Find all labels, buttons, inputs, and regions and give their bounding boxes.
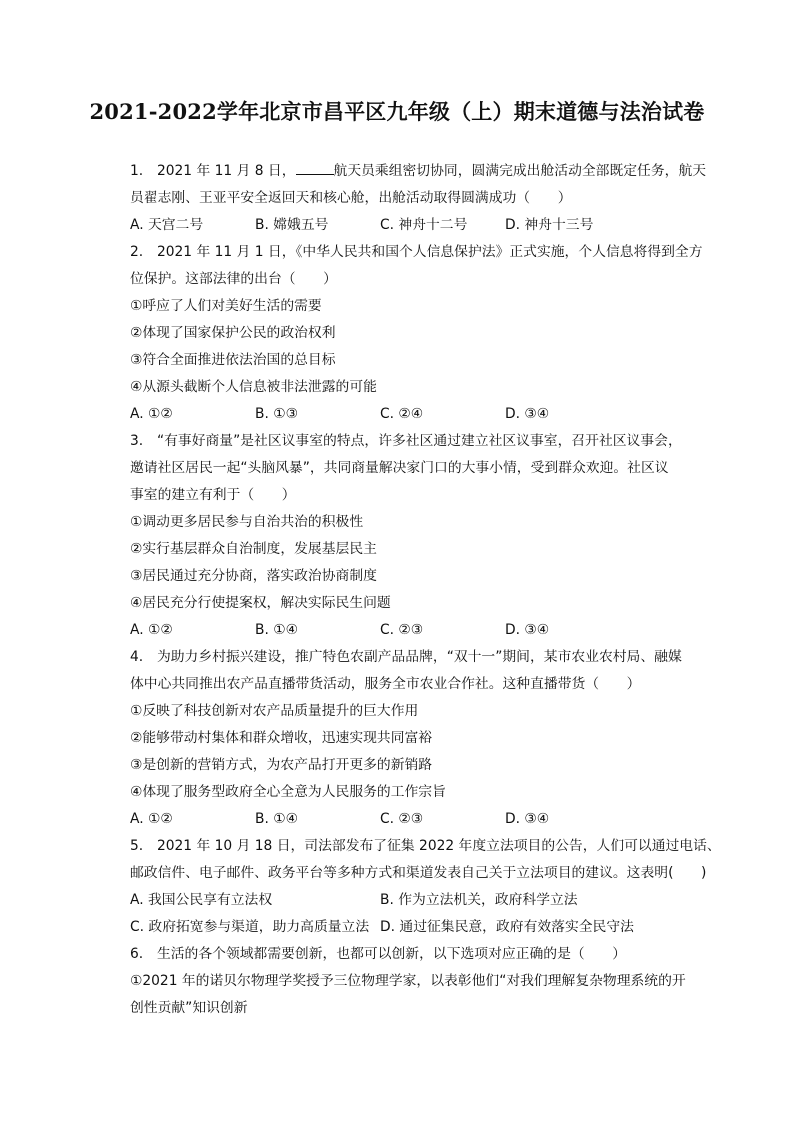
question-5-stem-line-2: 邮政信件、电子邮件、政务平台等多种方式和渠道发表自己关于立法项目的建议。这表明( ) [130, 865, 707, 881]
option-c: C. 神舟十二号 [380, 217, 468, 233]
option-b: B. ①④ [255, 811, 298, 827]
option-d: D. 通过征集民意，政府有效落实全民守法 [380, 919, 634, 935]
question-4 [130, 644, 682, 833]
option-c: C. 政府拓宽参与渠道，助力高质量立法 [130, 919, 370, 935]
option-d: D. 神舟十三号 [505, 217, 594, 233]
question-3-item-3: ③居民通过充分协商，落实政治协商制度 [130, 568, 377, 584]
question-2-item-3: ③符合全面推进依法治国的总目标 [130, 352, 336, 368]
option-d: D. ③④ [505, 622, 550, 638]
question-1-stem-line-1: 1. 2021 年 11 月 8 日， 航天员乘组密切协同，圆满完成出舱活动全部既定任务，航天 [130, 158, 675, 185]
question-3-item-2: ②实行基层群众自治制度，发展基层民主 [130, 541, 377, 557]
option-a: A. 天宫二号 [130, 217, 204, 233]
question-3-stem-line-3: 事室的建立有利于（ ） [130, 487, 296, 503]
question-3-item-4: ④居民充分行使提案权，解决实际民生问题 [130, 595, 391, 611]
question-3 [130, 428, 682, 644]
question-2-options [130, 401, 675, 428]
option-c: C. ②③ [380, 622, 424, 638]
question-4-options [130, 806, 675, 833]
question-1-stem-line-2: 员翟志刚、王亚平安全返回天和核心舱，出舱活动取得圆满成功（ ） [130, 190, 572, 206]
question-4-item-2: ②能够带动村集体和群众增收，迅速实现共同富裕 [130, 730, 433, 746]
question-6-stem-line-1: 6. 生活的各个领域都需要创新，也都可以创新，以下选项对应正确的是（ ） [130, 946, 627, 962]
question-2-item-1: ①呼应了人们对美好生活的需要 [130, 298, 322, 314]
option-a: A. ①② [130, 811, 173, 827]
question-5 [130, 833, 721, 941]
question-1 [130, 158, 707, 239]
question-3-stem-line-2: 邀请社区居民一起“头脑风暴”，共同商量解决家门口的大事小情，受到群众欢迎。社区议 [130, 460, 669, 476]
question-3-options [130, 617, 675, 644]
question-4-stem-line-1: 4. 为助力乡村振兴建设，推广特色农副产品品牌，“双十一”期间，某市农业农村局、融媒 [130, 649, 682, 665]
option-a: A. ①② [130, 622, 173, 638]
option-c: C. ②④ [380, 406, 424, 422]
question-3-item-1: ①调动更多居民参与自治共治的积极性 [130, 514, 364, 530]
question-4-item-4: ④体现了服务型政府全心全意为人民服务的工作宗旨 [130, 784, 446, 800]
option-d: D. ③④ [505, 406, 550, 422]
option-a: A. 我国公民享有立法权 [130, 892, 273, 908]
question-2-stem-line-1: 2. 2021 年 11 月 1 日，《中华人民共和国个人信息保护法》正式实施，个人信息将得到全方 [130, 244, 703, 260]
question-6 [130, 941, 686, 1022]
option-c: C. ②③ [380, 811, 424, 827]
question-6-item-1: ①2021 年的诺贝尔物理学奖授予三位物理学家，以表彰他们“对我们理解复杂物理系统的开 [130, 973, 686, 989]
question-5-options-row-1 [130, 887, 675, 914]
question-4-stem-line-2: 体中心共同推出农产品直播带货活动，服务全市农业合作社。这种直播带货（ ） [130, 676, 641, 692]
question-5-options-row-2 [130, 914, 675, 941]
option-d: D. ③④ [505, 811, 550, 827]
question-2-item-2: ②体现了国家保护公民的政治权利 [130, 325, 336, 341]
option-b: B. 作为立法机关，政府科学立法 [380, 892, 578, 908]
question-1-options [130, 212, 675, 239]
option-b: B. ①③ [255, 406, 298, 422]
question-2-stem-line-2: 位保护。这部法律的出台（ ） [130, 271, 337, 287]
question-4-item-1: ①反映了科技创新对农产品质量提升的巨大作用 [130, 703, 419, 719]
question-2-item-4: ④从源头截断个人信息被非法泄露的可能 [130, 379, 377, 395]
question-3-stem-line-1: 3. “有事好商量”是社区议事室的特点，许多社区通过建立社区议事室，召开社区议事会， [130, 433, 682, 449]
option-b: B. 嫦娥五号 [255, 217, 329, 233]
question-6-item-1-cont: 创性贡献”知识创新 [130, 1000, 248, 1016]
question-4-item-3: ③是创新的营销方式，为农产品打开更多的新销路 [130, 757, 433, 773]
page-title: 2021-2022学年北京市昌平区九年级（上）期末道德与法治试卷 [89, 99, 705, 124]
question-5-stem-line-1: 5. 2021 年 10 月 18 日，司法部发布了征集 2022 年度立法项目的公告，人们可以通过电话、 [130, 838, 721, 854]
question-list [130, 158, 721, 1022]
answer-blank [296, 160, 334, 175]
option-a: A. ①② [130, 406, 173, 422]
question-2 [130, 239, 703, 428]
option-b: B. ①④ [255, 622, 298, 638]
